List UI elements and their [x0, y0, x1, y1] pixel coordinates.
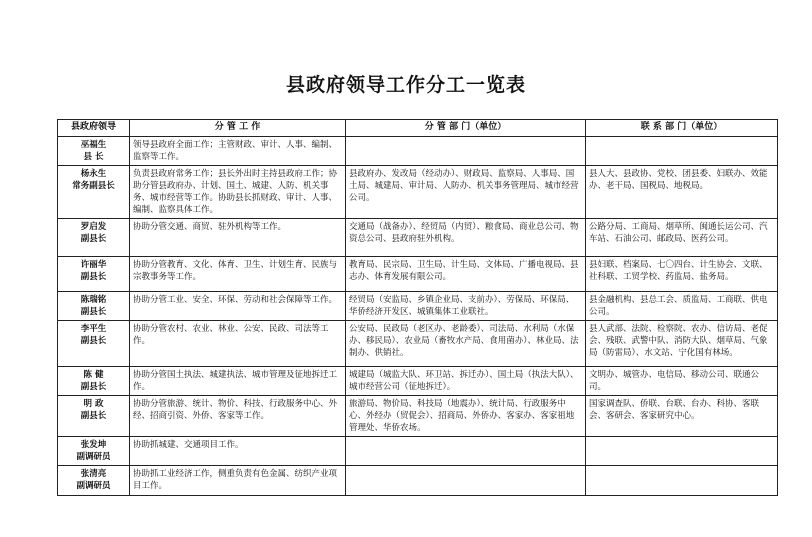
leader-cell	[58, 292, 130, 321]
table-row	[58, 257, 778, 292]
leader-position: 副县长	[80, 272, 107, 282]
leader-name: 巫福生	[80, 140, 107, 150]
depts-cell: 旅游局、物价局、科技局（地震办）、统计局、行政服务中心、外经办（贸促会）、招商局、外侨办、客家办、客家祖地管理处、华侨农场。	[346, 396, 586, 437]
contact-cell	[586, 137, 778, 166]
depts-cell	[346, 437, 586, 466]
leader-position: 副调研员	[76, 452, 111, 462]
header-work: 分 管 工 作	[130, 120, 346, 137]
table-row	[58, 219, 778, 257]
leader-position: 县 长	[83, 152, 104, 162]
leader-duty-table	[57, 119, 778, 496]
leader-cell	[58, 437, 130, 466]
leader-cell	[58, 321, 130, 367]
work-cell: 协助分管国土执法、城建执法、城市管理及征地拆迁工作。	[130, 367, 346, 396]
leader-cell	[58, 367, 130, 396]
leader-cell	[58, 137, 130, 166]
table-row	[58, 396, 778, 437]
leader-cell	[58, 219, 130, 257]
leader-name: 陈瑞铭	[80, 295, 107, 305]
depts-cell: 县政府办、发改局（经动办）、财政局、监察局、人事局、国土局、城建局、审计局、人防办、机关事务管理局、城市经营公司。	[346, 166, 586, 219]
leader-name: 陈 健	[83, 370, 104, 380]
table-row	[58, 166, 778, 219]
work-cell: 负责县政府常务工作；县长外出时主持县政府工作；协助分管县政府办、计划、国土、城建、人防、机关事务、城市经营等工作。协助县长抓财政、审计、人事、编制、监察具体工作。	[130, 166, 346, 219]
depts-cell	[346, 466, 586, 496]
table-row	[58, 437, 778, 466]
contact-cell: 县妇联、档案局、七〇四台、计生协会、文联、社科联、工贸学校、药监局、盐务局。	[586, 257, 778, 292]
page-title: 县政府领导工作分工一览表	[285, 74, 526, 96]
work-cell: 协助抓城建、交通项目工作。	[130, 437, 346, 466]
leader-cell	[58, 166, 130, 219]
contact-cell: 国家调查队、侨联、台联、台办、科协、客联会、客研会、客家研究中心。	[586, 396, 778, 437]
depts-cell: 经贸局（安监局、乡镇企业局、支前办）、劳保局、环保局、华侨经济开发区、城镇集体工业联社。	[346, 292, 586, 321]
leader-position: 副县长	[80, 234, 107, 244]
work-cell: 协助分管交通、商贸、驻外机构等工作。	[130, 219, 346, 257]
contact-cell	[586, 437, 778, 466]
contact-cell: 县金融机构、县总工会、质监局、工商联、供电公司。	[586, 292, 778, 321]
leader-position: 副县长	[80, 382, 107, 392]
table-row	[58, 367, 778, 396]
leader-name: 张发坤	[80, 440, 107, 450]
depts-cell: 交通局（战备办）、经贸局（内贸）、粮食局、商业总公司、物资总公司、县政府驻外机构。	[346, 219, 586, 257]
leader-name: 杨永生	[80, 169, 107, 179]
contact-cell: 文明办、城管办、电信局、移动公司、联通公司。	[586, 367, 778, 396]
depts-cell: 城建局（城监大队、环卫站、拆迁办）、国土局（执法大队）、城市经营公司（征地拆迁）。	[346, 367, 586, 396]
table-row	[58, 466, 778, 496]
header-contact: 联 系 部 门（单位）	[586, 120, 778, 137]
leader-name: 罗启发	[80, 222, 107, 232]
depts-cell: 教育局、民宗局、卫生局、计生局、文体局、广播电视局、县志办、体育发展有限公司。	[346, 257, 586, 292]
leader-position: 副县长	[80, 411, 107, 421]
leader-name: 明 政	[83, 399, 104, 409]
table-row	[58, 292, 778, 321]
table-row	[58, 321, 778, 367]
table-header-row	[58, 120, 778, 137]
leader-name: 张清亮	[80, 469, 107, 479]
table-row	[58, 137, 778, 166]
contact-cell: 县人大、县政协、党校、团县委、妇联办、效能办、老干局、国税局、地税局。	[586, 166, 778, 219]
work-cell: 协助分管工业、安全、环保、劳动和社会保障等工作。	[130, 292, 346, 321]
work-cell: 协助分管旅游、统计、物价、科技、行政服务中心、外经、招商引资、外侨、客家等工作。	[130, 396, 346, 437]
leader-cell	[58, 257, 130, 292]
contact-cell: 县人武部、法院、检察院、农办、信访局、老促会、残联、武警中队、消防大队、烟草局、气象局（防雷局）、水文站、宁化国有林场。	[586, 321, 778, 367]
work-cell: 领导县政府全面工作；主管财政、审计、人事、编制、监察等工作。	[130, 137, 346, 166]
leader-position: 常务副县长	[72, 181, 115, 191]
leader-position: 副县长	[80, 336, 107, 346]
leader-name: 许丽华	[80, 260, 107, 270]
header-depts: 分 管 部 门（单位）	[346, 120, 586, 137]
leader-position: 副调研员	[76, 481, 111, 491]
depts-cell	[346, 137, 586, 166]
header-leader: 县政府领导	[58, 120, 130, 137]
work-cell: 协助抓工业经济工作，侧重负责有色金属、纺织产业项目工作。	[130, 466, 346, 496]
contact-cell: 公路分局、工商局、烟草所、闽通长运公司、汽车站、石油公司、邮政局、医药公司。	[586, 219, 778, 257]
contact-cell	[586, 466, 778, 496]
leader-name: 李平生	[80, 324, 107, 334]
depts-cell: 公安局、民政局（老区办、老龄委）、司法局、水利局（水保办、移民局）、农业局（畜牧水产局、食用菌办）、林业局、法制办、供销社。	[346, 321, 586, 367]
leader-cell	[58, 396, 130, 437]
work-cell: 协助分管教育、文化、体育、卫生、计划生育、民族与宗教事务等工作。	[130, 257, 346, 292]
leader-position: 副县长	[80, 307, 107, 317]
work-cell: 协助分管农村、农业、林业、公安、民政、司法等工作。	[130, 321, 346, 367]
leader-cell	[58, 466, 130, 496]
